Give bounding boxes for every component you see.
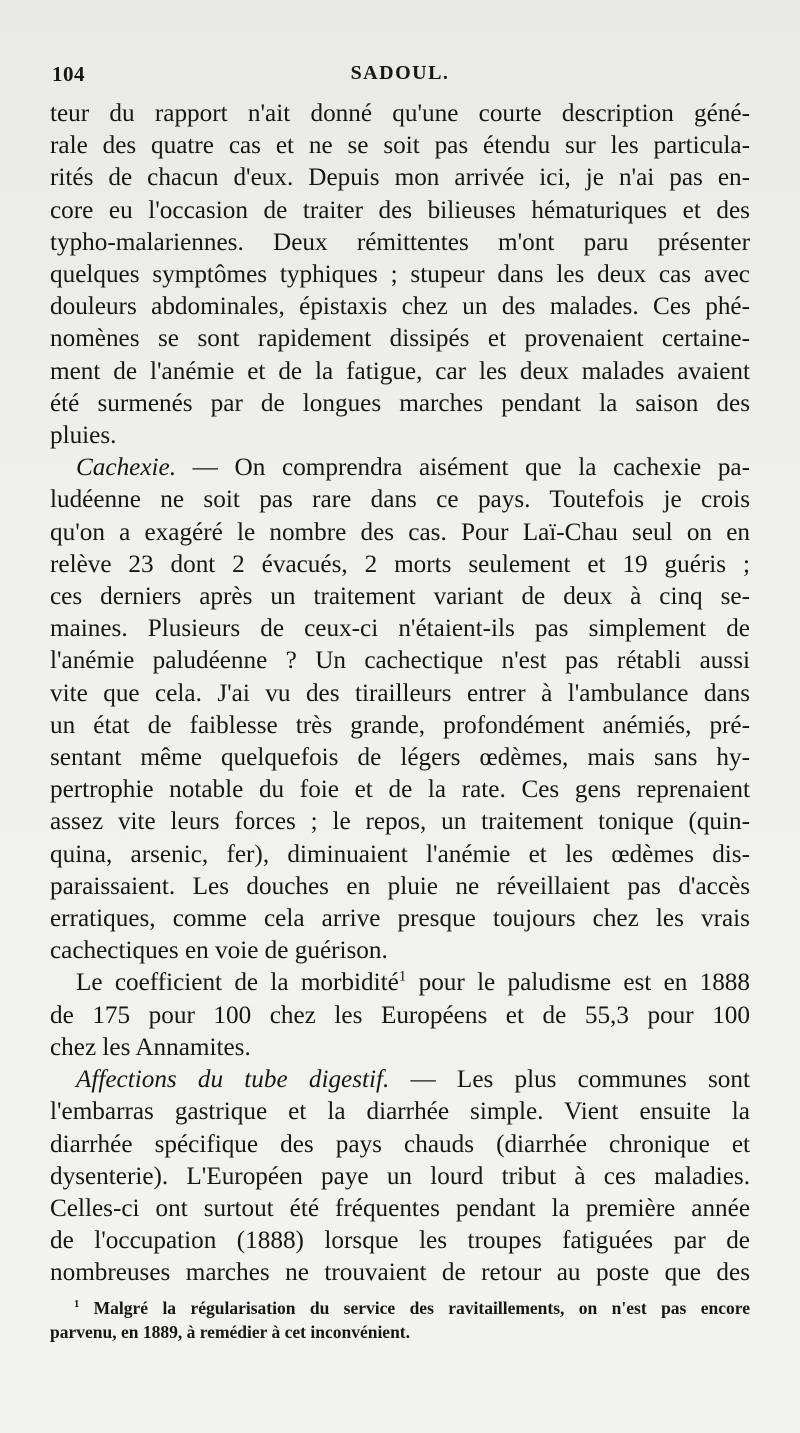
section-heading-cachexie: Cachexie. — [76, 454, 176, 482]
text-run: pour le paludisme est en 1888 — [406, 969, 750, 997]
page-header — [52, 62, 748, 92]
text-line: pertrophie notable du foie et de la rate. Ces gens reprenaient — [50, 776, 750, 804]
text-line: vite que cela. J'ai vu des tirailleurs entrer à l'ambulance dans — [50, 679, 750, 707]
running-head: SADOUL. — [350, 62, 450, 84]
footnote-reference: 1 — [398, 969, 407, 986]
text-line: de 175 pour 100 chez les Européens et de 55,3 pour 100 — [50, 1001, 750, 1029]
paragraph-first-line — [50, 967, 750, 999]
text-line: sentant même quelquefois de légers œdèmes, mais sans hy- — [50, 744, 750, 772]
text-line: ment de l'anémie et de la fatigue, car les deux malades avaient — [50, 357, 750, 385]
text-line: de l'occupation (1888) lorsque les troupes fatiguées par de — [50, 1227, 750, 1255]
text-line: été surmenés par de longues marches pendant la saison des — [50, 389, 750, 417]
text-line: diarrhée spécifique des pays chauds (diarrhée chronique et — [50, 1130, 750, 1158]
text-line: l'embarras gastrique et la diarrhée simple. Vient ensuite la — [50, 1098, 750, 1126]
footnote — [50, 1296, 750, 1344]
text-line: qu'on a exagéré le nombre des cas. Pour Laï-Chau seul on en — [50, 518, 750, 546]
text-line: erratiques, comme cela arrive presque toujours chez les vrais — [50, 905, 750, 933]
text-line: ludéenne ne soit pas rare dans ce pays. Toutefois je crois — [50, 486, 750, 514]
section-heading-affections: Affections du tube digestif. — [76, 1066, 390, 1094]
text-line: pluies. — [50, 422, 117, 450]
text-line: nombreuses marches ne trouvaient de retour au poste que des — [50, 1259, 750, 1287]
text-line: paraissaient. Les douches en pluie ne réveillaient pas d'accès — [50, 872, 750, 900]
footnote-line — [50, 1296, 750, 1320]
text-line: Celles-ci ont surtout été fréquentes pendant la première année — [50, 1194, 750, 1222]
text-line: l'anémie paludéenne ? Un cachectique n'est pas rétabli aussi — [50, 647, 750, 675]
text-line: chez les Annamites. — [50, 1033, 251, 1061]
text-line: cachectiques en voie de guérison. — [50, 937, 388, 965]
page-number: 104 — [52, 62, 85, 86]
text-line: maines. Plusieurs de ceux-ci n'étaient-ils pas simplement de — [50, 615, 750, 643]
footnote-marker: 1 — [74, 1299, 80, 1311]
paragraph-first-line — [50, 452, 750, 484]
text-line: rités de chacun d'eux. Depuis mon arrivée ici, je n'ai pas en- — [50, 164, 750, 192]
text-line: teur du rapport n'ait donné qu'une courte description géné- — [50, 100, 750, 127]
text-line: relève 23 dont 2 évacués, 2 morts seulement et 19 guéris ; — [50, 550, 750, 578]
text-line: dysenterie). L'Européen paye un lourd tribut à ces maladies. — [50, 1162, 750, 1190]
footnote-line: parvenu, en 1889, à remédier à cet inconvénient. — [50, 1322, 411, 1342]
text-line: quelques symptômes typhiques ; stupeur dans les deux cas avec — [50, 261, 750, 289]
text-line: douleurs abdominales, épistaxis chez un des malades. Ces phé- — [50, 293, 750, 321]
body-text — [50, 98, 750, 1290]
text-line: un état de faiblesse très grande, profondément anémiés, pré- — [50, 711, 750, 739]
text-run: Malgré la régularisation du service des ravitaillements, on n'est pas encore — [79, 1298, 750, 1318]
text-run: Le coefficient de la morbidité — [76, 969, 399, 997]
text-line: quina, arsenic, fer), diminuaient l'anémie et les œdèmes dis- — [50, 840, 750, 868]
text-line: assez vite leurs forces ; le repos, un traitement tonique (quin- — [50, 808, 750, 836]
text-run: — Les plus communes sont — [389, 1066, 750, 1094]
text-line: nomènes se sont rapidement dissipés et provenaient certaine- — [50, 325, 750, 353]
text-line: core eu l'occasion de traiter des bilieuses hématuriques et des — [50, 196, 750, 224]
paragraph-first-line — [50, 1064, 750, 1096]
text-run: — On comprendra aisément que la cachexie pa- — [176, 454, 750, 482]
text-line: ces derniers après un traitement variant de deux à cinq se- — [50, 583, 750, 611]
text-line: typho-malariennes. Deux rémittentes m'ont paru présenter — [50, 228, 750, 256]
text-line: rale des quatre cas et ne se soit pas étendu sur les particula- — [50, 132, 750, 160]
